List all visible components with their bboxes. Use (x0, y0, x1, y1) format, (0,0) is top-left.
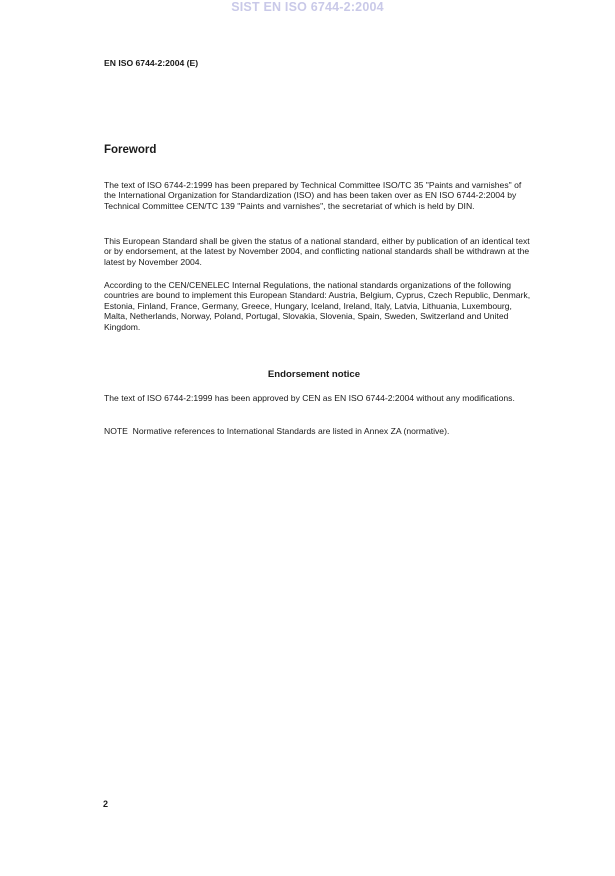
foreword-paragraph-1: The text of ISO 6744-2:1999 has been prepared by Technical Committee ISO/TC 35 "Paints and varnishes" of the International Organization for Standardization (ISO) and has been taken over as EN ISO 6744-2:2004 by Technical Committee CEN/TC 139 "Paints and varnishes", the secretariat of which is held by DIN. (104, 180, 522, 211)
foreword-paragraph-3: According to the CEN/CENELEC Internal Regulations, the national standards organizations of the following countries are bound to implement this European Standard: Austria, Belgium, Cyprus, Czech Republic, Denmark, Estonia, Finland, France, Germany, Greece, Hungary, Iceland, Ireland, Italy, Latvia, Lithuania, Luxembourg, Malta, Netherlands, Norway, Poland, Portugal, Slovakia, Slovenia, Spain, Sweden, Switzerland and United Kingdom. (104, 280, 531, 332)
endorsement-heading: Endorsement notice (267, 369, 361, 380)
document-watermark: SIST EN ISO 6744-2:2004 (231, 0, 384, 14)
page-number: 2 (103, 799, 109, 809)
foreword-heading: Foreword (104, 144, 157, 156)
endorsement-paragraph: The text of ISO 6744-2:1999 has been approved by CEN as EN ISO 6744-2:2004 without any modifications. (104, 393, 515, 403)
foreword-paragraph-2: This European Standard shall be given the status of a national standard, either by publication of an identical text or by endorsement, at the latest by November 2004, and conflicting national standards shall be withdrawn at the latest by November 2004. (104, 236, 530, 267)
normative-note: NOTE Normative references to International Standards are listed in Annex ZA (normative). (104, 426, 450, 436)
running-header: EN ISO 6744-2:2004 (E) (104, 58, 199, 68)
